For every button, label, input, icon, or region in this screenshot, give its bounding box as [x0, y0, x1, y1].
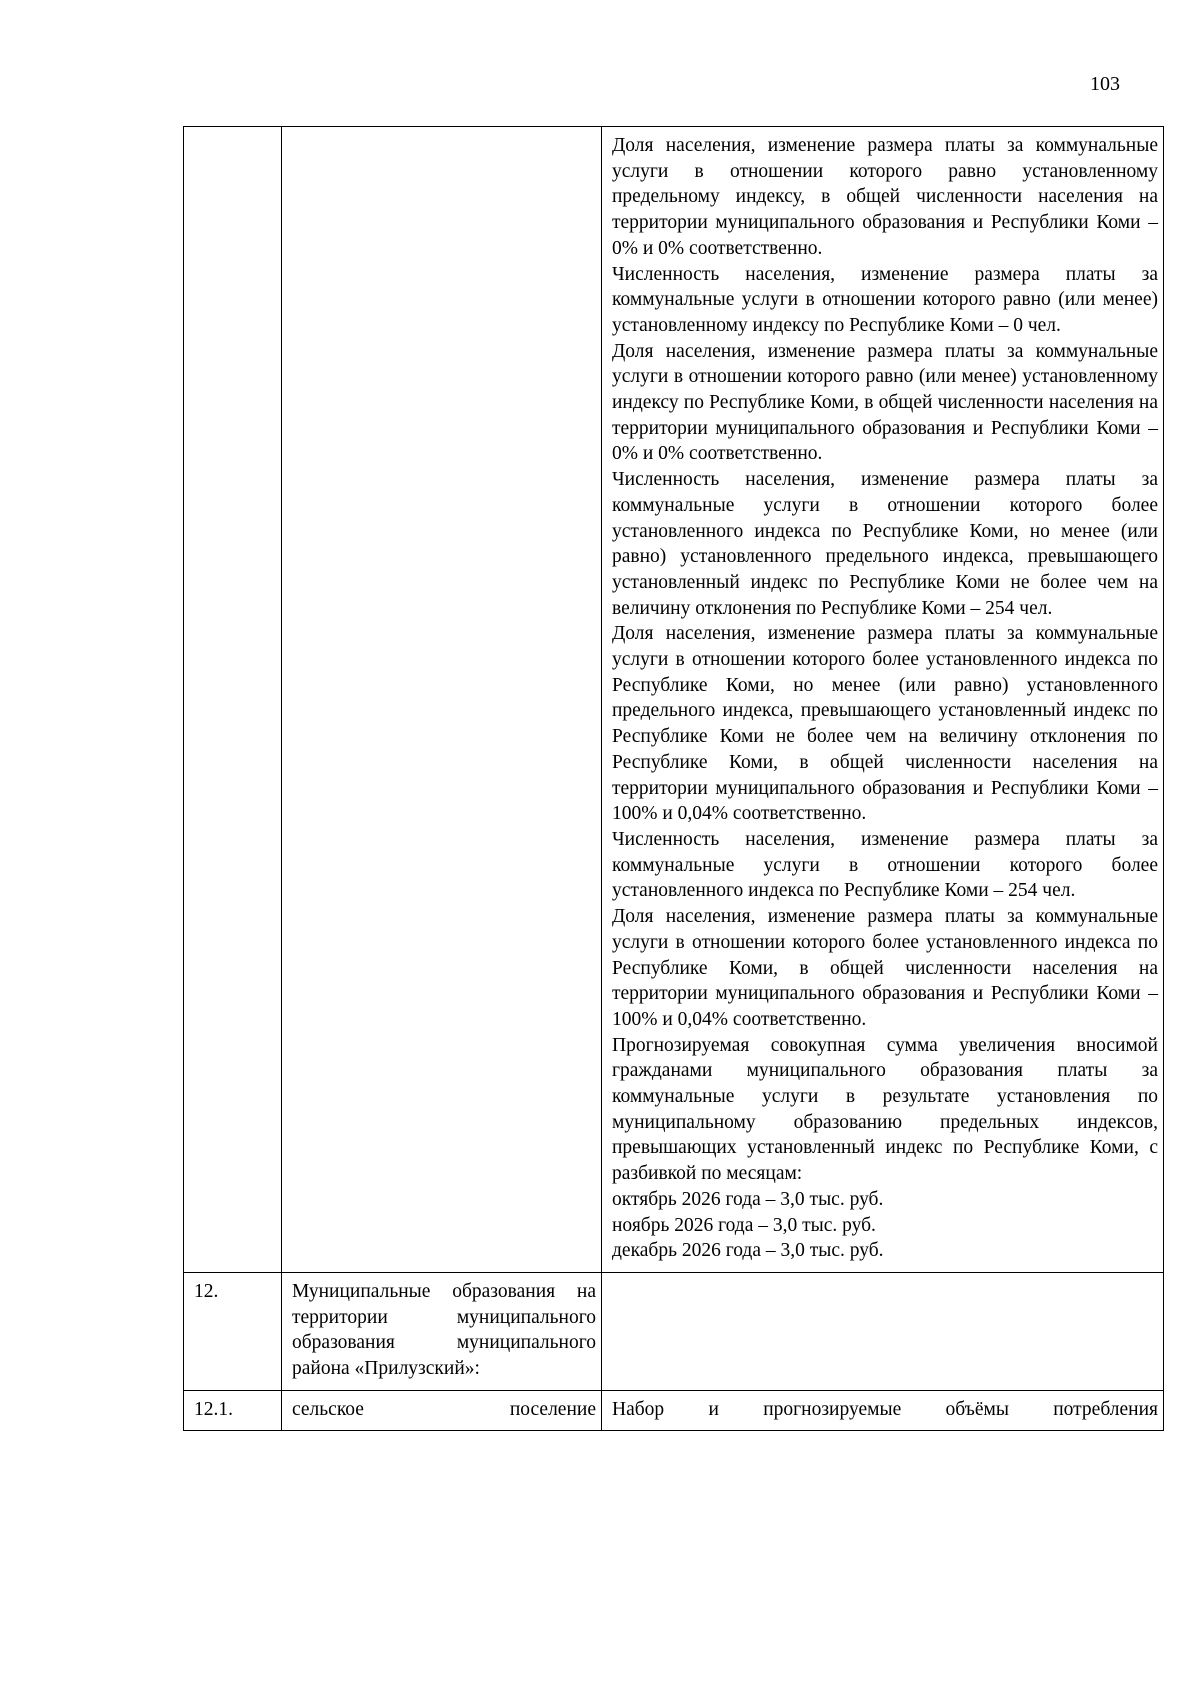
indicator-paragraph: Численность населения, изменение размера платы за коммунальные услуги в отношении которого более установленного индекса по Республике Коми, но менее (или равно) установленного предельного индекса, превышающего установленный индекс по Республике Коми не более чем на величину отклонения по Республике Коми – 254 чел. [612, 469, 1158, 619]
row-number-cell [184, 127, 282, 1273]
indicator-paragraph: Доля населения, изменение размера платы за коммунальные услуги в отношении которого более установленного индекса по Республике Коми, но менее (или равно) установленного предельного индекса, превышающего установленный индекс по Республике Коми не более чем на величину отклонения по Республике Коми, в общей численности населения на территории муниципального образования и Республики Коми – 100% и 0,04% соответственно. [612, 623, 1158, 825]
indicator-paragraph: Прогнозируемая совокупная сумма увеличения вносимой гражданами муниципального образования платы за коммунальные услуги в результате установления по муниципальному образованию предельных индексов, превышающих установленный индекс по Республике Коми, с разбивкой по месяцам: [612, 1034, 1158, 1185]
municipality-cell: сельское поселение [282, 1390, 602, 1431]
indicator-paragraph: Доля населения, изменение размера платы за коммунальные услуги в отношении которого равно (или менее) установленному индексу по Республике Коми, в общей численности населения на территории муниципального образования и Республики Коми – 0% и 0% соответственно. [612, 340, 1158, 465]
municipality-cell [282, 127, 602, 1273]
table-row [184, 1272, 1164, 1390]
monthly-forecast-line: октябрь 2026 года – 3,0 тыс. руб. [612, 1188, 884, 1210]
monthly-forecast-line: ноябрь 2026 года – 3,0 тыс. руб. [612, 1214, 876, 1236]
indicator-paragraph: Численность населения, изменение размера платы за коммунальные услуги в отношении которого равно (или менее) установленному индексу по Республике Коми – 0 чел. [612, 263, 1158, 336]
municipality-cell: Муниципальные образования на территории муниципального образования муниципального района «Прилузский»: [282, 1272, 602, 1390]
indicator-paragraph: Доля населения, изменение размера платы за коммунальные услуги в отношении которого равно установленному предельному индексу, в общей численности населения на территории муниципального образования и Республики Коми – 0% и 0% соответственно. [612, 135, 1158, 259]
indicator-paragraph: Доля населения, изменение размера платы за коммунальные услуги в отношении которого более установленного индекса по Республике Коми, в общей численности населения на территории муниципального образования и Республики Коми – 100% и 0,04% соответственно. [612, 906, 1158, 1030]
row-number-cell: 12.1. [184, 1390, 282, 1431]
indicator-paragraph: Численность населения, изменение размера платы за коммунальные услуги в отношении которого более установленного индекса по Республике Коми – 254 чел. [612, 828, 1158, 902]
table-row [184, 1390, 1164, 1431]
monthly-forecast-line: декабрь 2026 года – 3,0 тыс. руб. [612, 1240, 884, 1262]
indicators-cell [602, 1272, 1164, 1390]
row-number-cell: 12. [184, 1272, 282, 1390]
indicators-cell: Набор и прогнозируемые объёмы потребления [602, 1390, 1164, 1431]
indicators-cell [602, 127, 1164, 1273]
page-number: 103 [1090, 73, 1120, 95]
table-row [184, 127, 1164, 1273]
data-table [183, 126, 1164, 1431]
